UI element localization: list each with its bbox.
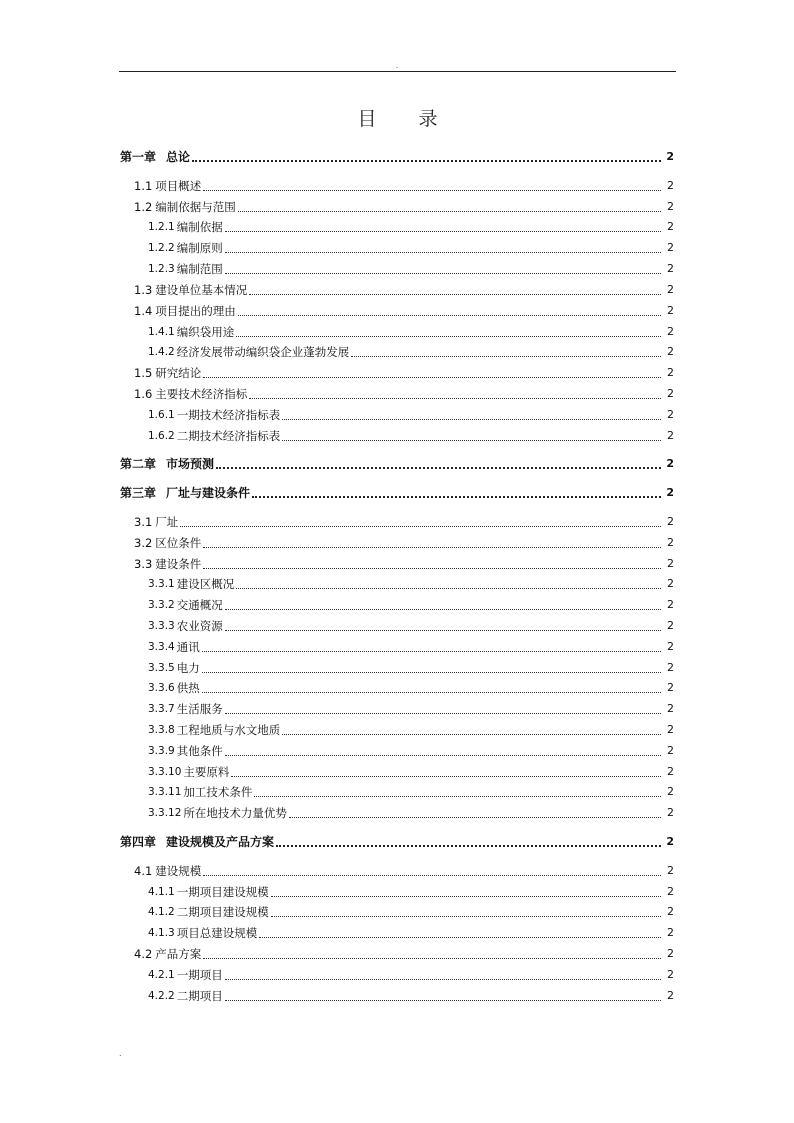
toc-entry-number: 3.3.2 [148, 599, 175, 611]
toc-entry[interactable] [134, 303, 674, 319]
toc-page-number: 2 [667, 179, 674, 192]
toc-page-number: 2 [667, 619, 674, 632]
toc-entry[interactable] [148, 261, 674, 277]
toc-entry[interactable] [134, 863, 674, 879]
toc-page-number: 2 [667, 429, 674, 442]
toc-entry-title: 项目概述 [155, 179, 202, 193]
toc-page-number: 2 [667, 220, 674, 233]
toc-page-number: 2 [667, 345, 674, 358]
toc-entry[interactable] [148, 743, 674, 759]
toc-entry-title: 二期项目 [176, 989, 223, 1003]
toc-entry-title: 主要技术经济指标 [155, 387, 248, 401]
toc-dot-leader [289, 817, 661, 818]
toc-dot-leader [202, 692, 661, 693]
toc-dot-leader [225, 979, 661, 980]
toc-entry-number: 3.3.12 [148, 807, 182, 819]
toc-entry-number: 1.2.1 [148, 221, 175, 233]
toc-entry[interactable] [148, 660, 674, 676]
toc-entry[interactable] [148, 428, 674, 444]
toc-entry[interactable] [148, 344, 674, 360]
toc-entry[interactable] [148, 925, 674, 941]
toc-entry-number: 3.3.8 [148, 724, 175, 736]
toc-dot-leader [225, 755, 661, 756]
toc-entry-title: 编制范围 [176, 262, 223, 276]
toc-page-number: 2 [667, 283, 674, 296]
toc-entry-number: 1.6 [134, 387, 153, 401]
toc-page-number: 2 [666, 457, 674, 470]
toc-page-number: 2 [667, 515, 674, 528]
toc-page-number: 2 [667, 681, 674, 694]
toc-entry-number: 第二章 [120, 457, 157, 471]
toc-entry[interactable] [148, 597, 674, 613]
toc-page-number: 2 [667, 926, 674, 939]
toc-dot-leader [252, 496, 661, 498]
toc-dot-leader [238, 211, 661, 212]
toc-entry-number: 1.4.1 [148, 326, 175, 338]
toc-page-number: 2 [667, 408, 674, 421]
toc-entry[interactable] [148, 219, 674, 235]
toc-entry-title: 其他条件 [176, 744, 223, 758]
toc-dot-leader [236, 588, 661, 589]
toc-entry-number: 4.1 [134, 864, 153, 878]
toc-entry[interactable] [134, 199, 674, 215]
toc-page-number: 2 [667, 806, 674, 819]
toc-dot-leader [225, 630, 661, 631]
toc-entry-title: 供热 [176, 681, 200, 695]
toc-entry[interactable] [134, 946, 674, 962]
toc-entry[interactable] [148, 240, 674, 256]
toc-entry-number: 3.3 [134, 557, 153, 571]
toc-entry-number: 3.3.5 [148, 662, 175, 674]
toc-entry[interactable] [148, 639, 674, 655]
toc-entry-number: 3.3.4 [148, 641, 175, 653]
toc-entry-title: 一期项目建设规模 [176, 885, 269, 899]
toc-entry-title: 研究结论 [155, 366, 202, 380]
toc-entry-title: 一期项目 [176, 968, 223, 982]
toc-entry-title: 二期项目建设规模 [176, 905, 269, 919]
toc-dot-leader [202, 672, 661, 673]
toc-page-number: 2 [667, 557, 674, 570]
toc-entry-number: 3.3.1 [148, 578, 175, 590]
toc-page-number: 2 [667, 325, 674, 338]
toc-entry-title: 交通概况 [176, 598, 223, 612]
toc-page-number: 2 [667, 785, 674, 798]
footer-mark: . [119, 1049, 122, 1058]
toc-page-number: 2 [667, 765, 674, 778]
toc-entry-number: 1.6.1 [148, 409, 175, 421]
toc-entry-title: 建设规模 [155, 864, 202, 878]
toc-entry[interactable] [148, 407, 674, 423]
toc-page-number: 2 [667, 885, 674, 898]
toc-entry-title: 项目总建设规模 [176, 926, 258, 940]
toc-dot-leader [216, 467, 661, 469]
toc-entry-number: 3.3.7 [148, 703, 175, 715]
toc-entry-number: 4.2.2 [148, 990, 175, 1002]
toc-entry[interactable] [148, 967, 674, 983]
toc-entry[interactable] [148, 988, 674, 1004]
toc-entry-title: 一期技术经济指标表 [176, 408, 281, 422]
toc-dot-leader [282, 419, 661, 420]
toc-page-number: 2 [667, 744, 674, 757]
toc-dot-leader [225, 713, 661, 714]
toc-page-number: 2 [667, 536, 674, 549]
toc-dot-leader [236, 336, 661, 337]
toc-page-number: 2 [666, 835, 674, 848]
toc-entry-number: 4.1.3 [148, 927, 175, 939]
toc-page-number: 2 [667, 387, 674, 400]
toc-entry[interactable] [134, 514, 674, 530]
toc-entry-title: 产品方案 [155, 947, 202, 961]
toc-page-number: 2 [667, 366, 674, 379]
toc-entry[interactable] [148, 805, 674, 821]
toc-dot-leader [259, 937, 661, 938]
toc-entry-number: 3.3.10 [148, 766, 182, 778]
toc-dot-leader [249, 294, 661, 295]
toc-entry[interactable] [148, 764, 674, 780]
toc-entry-title: 加工技术条件 [183, 785, 253, 799]
toc-entry-number: 1.5 [134, 366, 153, 380]
toc-entry-number: 4.1.2 [148, 906, 175, 918]
toc-entry-title: 农业资源 [176, 619, 223, 633]
toc-dot-leader [249, 398, 661, 399]
toc-dot-leader [282, 440, 661, 441]
toc-entry-number: 3.3.3 [148, 620, 175, 632]
toc-entry-title: 编织袋用途 [176, 325, 235, 339]
toc-entry-number: 3.2 [134, 536, 153, 550]
toc-entry-number: 1.2.2 [148, 242, 175, 254]
toc-dot-leader [271, 916, 661, 917]
toc-page-number: 2 [667, 661, 674, 674]
toc-dot-leader [254, 796, 661, 797]
toc-entry[interactable] [148, 618, 674, 634]
toc-entry-title: 主要原料 [183, 765, 230, 779]
toc-dot-leader [276, 845, 661, 847]
toc-page-number: 2 [667, 723, 674, 736]
toc-dot-leader [203, 190, 661, 191]
toc-entry-number: 1.6.2 [148, 430, 175, 442]
toc-dot-leader [203, 547, 661, 548]
toc-page-number: 2 [667, 241, 674, 254]
toc-entry[interactable] [134, 365, 674, 381]
toc-page-number: 2 [666, 150, 674, 163]
toc-entry-number: 第三章 [120, 486, 157, 500]
toc-entry-title: 二期技术经济指标表 [176, 429, 281, 443]
toc-entry[interactable] [148, 680, 674, 696]
toc-dot-leader [351, 356, 661, 357]
toc-entry[interactable] [134, 178, 674, 194]
toc-chapter-entry[interactable] [120, 485, 674, 501]
toc-entry[interactable] [134, 535, 674, 551]
toc-page-number: 2 [667, 864, 674, 877]
toc-entry[interactable] [148, 701, 674, 717]
toc-entry[interactable] [148, 884, 674, 900]
toc-entry[interactable] [134, 386, 674, 402]
toc-entry-number: 1.3 [134, 283, 153, 297]
toc-page-number: 2 [667, 905, 674, 918]
toc-dot-leader [225, 1000, 661, 1001]
toc-page-number: 2 [667, 200, 674, 213]
toc-dot-leader [225, 273, 661, 274]
toc-chapter-entry[interactable] [120, 149, 674, 165]
toc-entry-title: 建设单位基本情况 [155, 283, 248, 297]
toc-entry-title: 电力 [176, 661, 200, 675]
toc-dot-leader [225, 231, 661, 232]
toc-entry[interactable] [148, 324, 674, 340]
toc-entry-title: 编制原则 [176, 241, 223, 255]
toc-entry-number: 1.2.3 [148, 263, 175, 275]
toc-entry[interactable] [134, 556, 674, 572]
toc-entry-title: 编制依据 [176, 220, 223, 234]
toc-entry-title: 建设规模及产品方案 [166, 835, 275, 849]
toc-entry-title: 编制依据与范围 [155, 200, 236, 214]
toc-page-number: 2 [667, 598, 674, 611]
toc-page-number: 2 [667, 640, 674, 653]
toc-page-number: 2 [667, 947, 674, 960]
toc-entry[interactable] [134, 282, 674, 298]
toc-dot-leader [231, 776, 661, 777]
toc-dot-leader [225, 609, 661, 610]
toc-dot-leader [203, 875, 661, 876]
toc-entry-title: 建设区概况 [176, 577, 235, 591]
header-mark: . [395, 61, 399, 70]
toc-entry[interactable] [148, 784, 674, 800]
toc-dot-leader [192, 160, 661, 162]
toc-chapter-entry[interactable] [120, 456, 674, 472]
toc-dot-leader [271, 896, 661, 897]
toc-dot-leader [203, 958, 661, 959]
toc-dot-leader [180, 526, 661, 527]
toc-entry-title: 所在地技术力量优势 [183, 806, 287, 820]
toc-entry-title: 厂址 [155, 515, 179, 529]
toc-page-number: 2 [667, 304, 674, 317]
toc-entry[interactable] [148, 904, 674, 920]
toc-entry[interactable] [148, 576, 674, 592]
toc-entry-number: 3.3.9 [148, 745, 175, 757]
toc-chapter-entry[interactable] [120, 834, 674, 850]
toc-page-number: 2 [666, 486, 674, 499]
toc-entry-title: 建设条件 [155, 557, 202, 571]
toc-dot-leader [238, 315, 661, 316]
toc-entry-number: 1.4.2 [148, 346, 175, 358]
toc-entry-number: 3.1 [134, 515, 153, 529]
toc-entry[interactable] [148, 722, 674, 738]
toc-dot-leader [202, 651, 661, 652]
toc-dot-leader [225, 252, 661, 253]
toc-entry-number: 3.3.6 [148, 682, 175, 694]
toc-page-number: 2 [667, 702, 674, 715]
toc-entry-title: 生活服务 [176, 702, 223, 716]
toc-entry-title: 经济发展带动编织袋企业蓬勃发展 [176, 345, 350, 359]
toc-entry-number: 4.1.1 [148, 886, 175, 898]
toc-dot-leader [203, 568, 661, 569]
toc-page-number: 2 [667, 968, 674, 981]
toc-entry-number: 第一章 [120, 150, 157, 164]
toc-entry-title: 区位条件 [155, 536, 202, 550]
toc-entry-title: 总论 [166, 150, 191, 164]
toc-entry-number: 4.2.1 [148, 969, 175, 981]
toc-dot-leader [203, 377, 661, 378]
toc-entry-number: 1.2 [134, 200, 153, 214]
toc-entry-number: 1.1 [134, 179, 153, 193]
toc-entry-title: 工程地质与水文地质 [176, 723, 281, 737]
toc-entry-title: 通讯 [176, 640, 200, 654]
toc-page-number: 2 [667, 989, 674, 1002]
toc-entry-number: 4.2 [134, 947, 153, 961]
toc-page-number: 2 [667, 577, 674, 590]
toc-entry-number: 第四章 [120, 835, 157, 849]
toc-entry-title: 市场预测 [166, 457, 215, 471]
toc-dot-leader [282, 734, 661, 735]
toc-entry-title: 项目提出的理由 [155, 304, 236, 318]
toc-page-number: 2 [667, 262, 674, 275]
toc-entry-title: 厂址与建设条件 [166, 486, 251, 500]
toc-title: 目 录 [357, 108, 456, 130]
toc-entry-number: 3.3.11 [148, 786, 182, 798]
toc-entry-number: 1.4 [134, 304, 153, 318]
